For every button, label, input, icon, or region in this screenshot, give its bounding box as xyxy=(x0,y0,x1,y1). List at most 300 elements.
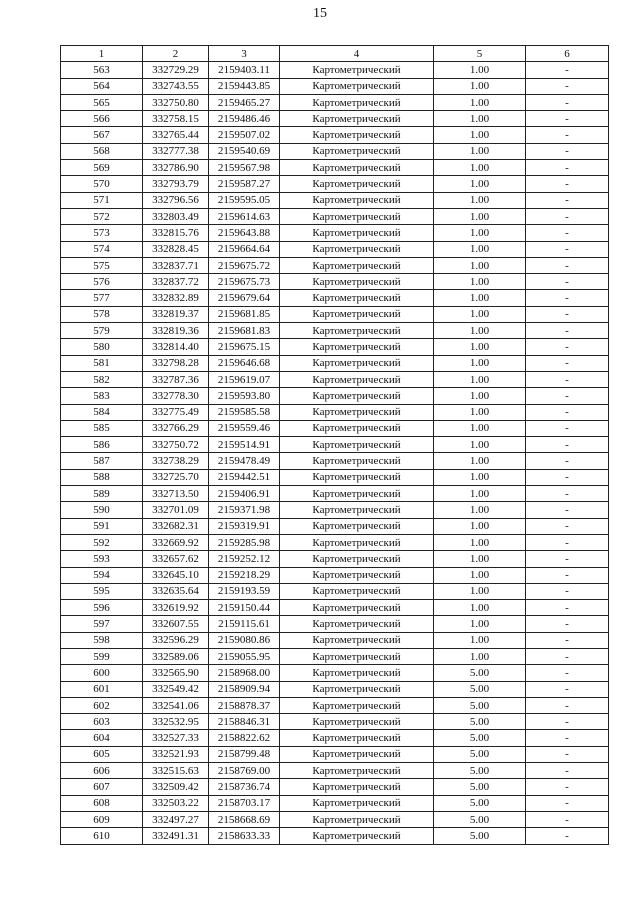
table-cell: 607 xyxy=(61,779,143,795)
table-cell: 332738.29 xyxy=(143,453,209,469)
table-cell: 332497.27 xyxy=(143,811,209,827)
table-cell: 5.00 xyxy=(434,665,526,681)
table-cell: 332645.10 xyxy=(143,567,209,583)
table-cell: 2159675.73 xyxy=(209,274,280,290)
table-cell: Картометрический xyxy=(280,404,434,420)
table-cell: Картометрический xyxy=(280,746,434,762)
table-row xyxy=(61,665,609,681)
table-row xyxy=(61,192,609,208)
table-cell: 2158703.17 xyxy=(209,795,280,811)
table-cell: 332565.90 xyxy=(143,665,209,681)
table-cell: - xyxy=(526,632,609,648)
table-cell: 563 xyxy=(61,62,143,78)
table-cell: 1.00 xyxy=(434,534,526,550)
table-cell: 332532.95 xyxy=(143,714,209,730)
table-cell: 332778.30 xyxy=(143,388,209,404)
table-cell: 1.00 xyxy=(434,453,526,469)
table-cell: Картометрический xyxy=(280,323,434,339)
table-cell: 2159595.05 xyxy=(209,192,280,208)
table-cell: 2159675.15 xyxy=(209,339,280,355)
table-cell: 2159507.02 xyxy=(209,127,280,143)
table-cell: Картометрический xyxy=(280,225,434,241)
table-cell: - xyxy=(526,681,609,697)
table-cell: 5.00 xyxy=(434,828,526,844)
table-cell: Картометрический xyxy=(280,306,434,322)
table-row xyxy=(61,746,609,762)
table-header-row xyxy=(61,46,609,62)
coordinates-table xyxy=(60,45,609,845)
table-cell: 1.00 xyxy=(434,339,526,355)
table-cell: 601 xyxy=(61,681,143,697)
table-cell: 1.00 xyxy=(434,143,526,159)
table-cell: 598 xyxy=(61,632,143,648)
table-cell: 2159585.58 xyxy=(209,404,280,420)
table-cell: 2159403.11 xyxy=(209,62,280,78)
table-cell: - xyxy=(526,176,609,192)
table-cell: 2159559.46 xyxy=(209,420,280,436)
table-cell: 1.00 xyxy=(434,502,526,518)
table-cell: 603 xyxy=(61,714,143,730)
table-cell: 566 xyxy=(61,111,143,127)
table-cell: 332515.63 xyxy=(143,763,209,779)
table-cell: 332521.93 xyxy=(143,746,209,762)
table-cell: Картометрический xyxy=(280,160,434,176)
table-cell: - xyxy=(526,62,609,78)
table-row xyxy=(61,811,609,827)
table-cell: Картометрический xyxy=(280,176,434,192)
table-cell: Картометрический xyxy=(280,127,434,143)
table-cell: 595 xyxy=(61,583,143,599)
table-cell: - xyxy=(526,534,609,550)
table-cell: 1.00 xyxy=(434,62,526,78)
table-cell: Картометрический xyxy=(280,469,434,485)
table-cell: 2159540.69 xyxy=(209,143,280,159)
table-cell: 2158633.33 xyxy=(209,828,280,844)
table-cell: 584 xyxy=(61,404,143,420)
table-cell: 1.00 xyxy=(434,94,526,110)
column-header: 2 xyxy=(143,46,209,62)
table-cell: 597 xyxy=(61,616,143,632)
table-cell: - xyxy=(526,437,609,453)
table-cell: Картометрический xyxy=(280,78,434,94)
table-cell: 2159567.98 xyxy=(209,160,280,176)
table-row xyxy=(61,371,609,387)
table-cell: 5.00 xyxy=(434,714,526,730)
table-cell: 332766.29 xyxy=(143,420,209,436)
table-cell: Картометрический xyxy=(280,779,434,795)
table-cell: - xyxy=(526,274,609,290)
table-cell: - xyxy=(526,730,609,746)
table-cell: 1.00 xyxy=(434,111,526,127)
table-row xyxy=(61,681,609,697)
table-cell: 587 xyxy=(61,453,143,469)
table-cell: - xyxy=(526,665,609,681)
table-cell: 1.00 xyxy=(434,371,526,387)
table-cell: Картометрический xyxy=(280,665,434,681)
table-cell: - xyxy=(526,763,609,779)
table-cell: - xyxy=(526,551,609,567)
table-cell: 332509.42 xyxy=(143,779,209,795)
table-cell: 610 xyxy=(61,828,143,844)
table-cell: Картометрический xyxy=(280,567,434,583)
table-cell: 2159614.63 xyxy=(209,208,280,224)
table-cell: - xyxy=(526,355,609,371)
table-cell: 1.00 xyxy=(434,420,526,436)
table-cell: Картометрический xyxy=(280,388,434,404)
table-cell: 606 xyxy=(61,763,143,779)
table-cell: - xyxy=(526,616,609,632)
table-row xyxy=(61,795,609,811)
table-cell: Картометрический xyxy=(280,62,434,78)
table-cell: 332819.36 xyxy=(143,323,209,339)
table-cell: 578 xyxy=(61,306,143,322)
table-cell: 1.00 xyxy=(434,551,526,567)
table-cell: Картометрический xyxy=(280,730,434,746)
table-cell: 605 xyxy=(61,746,143,762)
table-cell: Картометрический xyxy=(280,274,434,290)
table-cell: 586 xyxy=(61,437,143,453)
table-cell: Картометрический xyxy=(280,828,434,844)
table-cell: - xyxy=(526,192,609,208)
table-cell: 332793.79 xyxy=(143,176,209,192)
table-cell: 2159193.59 xyxy=(209,583,280,599)
table-cell: 5.00 xyxy=(434,730,526,746)
table-row xyxy=(61,600,609,616)
table-cell: Картометрический xyxy=(280,143,434,159)
table-cell: - xyxy=(526,143,609,159)
table-cell: 568 xyxy=(61,143,143,159)
table-row xyxy=(61,583,609,599)
table-cell: Картометрический xyxy=(280,208,434,224)
table-cell: 589 xyxy=(61,486,143,502)
table-cell: 332635.64 xyxy=(143,583,209,599)
table-cell: - xyxy=(526,404,609,420)
table-cell: - xyxy=(526,339,609,355)
table-cell: - xyxy=(526,518,609,534)
table-cell: - xyxy=(526,127,609,143)
table-cell: Картометрический xyxy=(280,257,434,273)
table-cell: 1.00 xyxy=(434,78,526,94)
table-cell: 5.00 xyxy=(434,779,526,795)
table-cell: 592 xyxy=(61,534,143,550)
table-cell: Картометрический xyxy=(280,420,434,436)
table-cell: - xyxy=(526,208,609,224)
table-cell: 2158736.74 xyxy=(209,779,280,795)
table-cell: 332729.29 xyxy=(143,62,209,78)
table-cell: - xyxy=(526,94,609,110)
table-cell: 332743.55 xyxy=(143,78,209,94)
table-cell: 2159619.07 xyxy=(209,371,280,387)
table-cell: 332713.50 xyxy=(143,486,209,502)
table-cell: 594 xyxy=(61,567,143,583)
table-cell: 332786.90 xyxy=(143,160,209,176)
table-cell: 569 xyxy=(61,160,143,176)
table-cell: - xyxy=(526,160,609,176)
table-cell: 1.00 xyxy=(434,160,526,176)
table-cell: - xyxy=(526,453,609,469)
table-cell: - xyxy=(526,746,609,762)
table-cell: Картометрический xyxy=(280,632,434,648)
table-cell: 1.00 xyxy=(434,208,526,224)
table-cell: 608 xyxy=(61,795,143,811)
table-row xyxy=(61,779,609,795)
table-cell: Картометрический xyxy=(280,339,434,355)
table-cell: 332758.15 xyxy=(143,111,209,127)
table-cell: 591 xyxy=(61,518,143,534)
table-row xyxy=(61,697,609,713)
table-cell: 2159218.29 xyxy=(209,567,280,583)
table-cell: 1.00 xyxy=(434,567,526,583)
table-cell: 332796.56 xyxy=(143,192,209,208)
table-cell: 573 xyxy=(61,225,143,241)
table-cell: 332682.31 xyxy=(143,518,209,534)
table-row xyxy=(61,339,609,355)
table-cell: 332819.37 xyxy=(143,306,209,322)
table-cell: Картометрический xyxy=(280,355,434,371)
table-row xyxy=(61,274,609,290)
table-cell: 332607.55 xyxy=(143,616,209,632)
table-cell: 576 xyxy=(61,274,143,290)
table-row xyxy=(61,486,609,502)
table-cell: 1.00 xyxy=(434,388,526,404)
table-row xyxy=(61,648,609,664)
table-cell: 332837.72 xyxy=(143,274,209,290)
table-cell: 2159252.12 xyxy=(209,551,280,567)
table-cell: - xyxy=(526,306,609,322)
table-cell: 2159681.83 xyxy=(209,323,280,339)
table-cell: Картометрический xyxy=(280,290,434,306)
table-row xyxy=(61,502,609,518)
table-cell: Картометрический xyxy=(280,600,434,616)
table-cell: - xyxy=(526,257,609,273)
column-header: 5 xyxy=(434,46,526,62)
table-cell: - xyxy=(526,583,609,599)
table-cell: - xyxy=(526,225,609,241)
table-cell: 1.00 xyxy=(434,241,526,257)
table-cell: 332596.29 xyxy=(143,632,209,648)
table-cell: 1.00 xyxy=(434,648,526,664)
table-cell: 2159681.85 xyxy=(209,306,280,322)
table-cell: 1.00 xyxy=(434,583,526,599)
table-cell: 571 xyxy=(61,192,143,208)
table-cell: 1.00 xyxy=(434,192,526,208)
table-row xyxy=(61,632,609,648)
table-cell: 2159486.46 xyxy=(209,111,280,127)
table-cell: Картометрический xyxy=(280,763,434,779)
table-cell: 332815.76 xyxy=(143,225,209,241)
table-cell: 600 xyxy=(61,665,143,681)
table-cell: - xyxy=(526,323,609,339)
table-cell: 332669.92 xyxy=(143,534,209,550)
table-cell: 332765.44 xyxy=(143,127,209,143)
table-cell: - xyxy=(526,290,609,306)
table-cell: Картометрический xyxy=(280,714,434,730)
table-cell: 2159406.91 xyxy=(209,486,280,502)
table-cell: 1.00 xyxy=(434,518,526,534)
column-header: 3 xyxy=(209,46,280,62)
table-cell: 596 xyxy=(61,600,143,616)
table-cell: - xyxy=(526,388,609,404)
table-cell: 581 xyxy=(61,355,143,371)
table-row xyxy=(61,111,609,127)
table-row xyxy=(61,551,609,567)
table-row xyxy=(61,208,609,224)
table-cell: 2159319.91 xyxy=(209,518,280,534)
table-cell: 332750.72 xyxy=(143,437,209,453)
table-cell: 1.00 xyxy=(434,404,526,420)
table-cell: 5.00 xyxy=(434,697,526,713)
table-cell: 332657.62 xyxy=(143,551,209,567)
table-cell: 2159664.64 xyxy=(209,241,280,257)
table-row xyxy=(61,404,609,420)
table-cell: Картометрический xyxy=(280,583,434,599)
table-cell: 5.00 xyxy=(434,763,526,779)
table-cell: 2159679.64 xyxy=(209,290,280,306)
table-cell: 2158769.00 xyxy=(209,763,280,779)
table-cell: 332787.36 xyxy=(143,371,209,387)
table-row xyxy=(61,469,609,485)
table-cell: 2159643.88 xyxy=(209,225,280,241)
table-cell: 609 xyxy=(61,811,143,827)
table-cell: 1.00 xyxy=(434,600,526,616)
table-cell: 1.00 xyxy=(434,274,526,290)
table-cell: 332549.42 xyxy=(143,681,209,697)
table-cell: - xyxy=(526,111,609,127)
table-cell: Картометрический xyxy=(280,241,434,257)
table-cell: - xyxy=(526,811,609,827)
table-cell: - xyxy=(526,502,609,518)
table-cell: 2158968.00 xyxy=(209,665,280,681)
page-number: 15 xyxy=(313,6,327,21)
table-row xyxy=(61,714,609,730)
table-cell: - xyxy=(526,420,609,436)
table-cell: 582 xyxy=(61,371,143,387)
table-cell: 1.00 xyxy=(434,176,526,192)
table-row xyxy=(61,567,609,583)
table-cell: 5.00 xyxy=(434,811,526,827)
table-cell: Картометрический xyxy=(280,616,434,632)
table-row xyxy=(61,763,609,779)
table-row xyxy=(61,176,609,192)
table-cell: 565 xyxy=(61,94,143,110)
table-cell: - xyxy=(526,828,609,844)
table-cell: Картометрический xyxy=(280,795,434,811)
table-cell: 2158846.31 xyxy=(209,714,280,730)
table-cell: 2159442.51 xyxy=(209,469,280,485)
table-cell: 579 xyxy=(61,323,143,339)
table-cell: Картометрический xyxy=(280,371,434,387)
table-cell: 1.00 xyxy=(434,323,526,339)
table-cell: Картометрический xyxy=(280,648,434,664)
table-cell: Картометрический xyxy=(280,697,434,713)
table-cell: 332814.40 xyxy=(143,339,209,355)
table-cell: Картометрический xyxy=(280,453,434,469)
table-cell: Картометрический xyxy=(280,111,434,127)
table-cell: 2159080.86 xyxy=(209,632,280,648)
table-row xyxy=(61,306,609,322)
table-row xyxy=(61,388,609,404)
table-row xyxy=(61,225,609,241)
table-cell: 572 xyxy=(61,208,143,224)
table-cell: 332541.06 xyxy=(143,697,209,713)
table-cell: Картометрический xyxy=(280,681,434,697)
column-header: 6 xyxy=(526,46,609,62)
table-row xyxy=(61,730,609,746)
table-cell: Картометрический xyxy=(280,94,434,110)
table-cell: 2159443.85 xyxy=(209,78,280,94)
table-cell: 332798.28 xyxy=(143,355,209,371)
table-cell: 2159593.80 xyxy=(209,388,280,404)
table-cell: 583 xyxy=(61,388,143,404)
column-header: 4 xyxy=(280,46,434,62)
table-cell: 590 xyxy=(61,502,143,518)
table-cell: 5.00 xyxy=(434,746,526,762)
table-cell: - xyxy=(526,714,609,730)
table-cell: 2159055.95 xyxy=(209,648,280,664)
table-cell: 2158878.37 xyxy=(209,697,280,713)
table-cell: 1.00 xyxy=(434,306,526,322)
table-cell: 5.00 xyxy=(434,681,526,697)
table-row xyxy=(61,616,609,632)
table-cell: 599 xyxy=(61,648,143,664)
table-cell: 585 xyxy=(61,420,143,436)
table-cell: 564 xyxy=(61,78,143,94)
table-cell: Картометрический xyxy=(280,551,434,567)
table-cell: Картометрический xyxy=(280,518,434,534)
table-cell: Картометрический xyxy=(280,811,434,827)
table-cell: - xyxy=(526,78,609,94)
table-row xyxy=(61,160,609,176)
table-cell: 332527.33 xyxy=(143,730,209,746)
table-row xyxy=(61,127,609,143)
table-cell: Картометрический xyxy=(280,502,434,518)
table-cell: 2159514.91 xyxy=(209,437,280,453)
table-row xyxy=(61,62,609,78)
table-cell: 602 xyxy=(61,697,143,713)
table-cell: 2158822.62 xyxy=(209,730,280,746)
table-cell: - xyxy=(526,648,609,664)
table-cell: 2159646.68 xyxy=(209,355,280,371)
table-cell: - xyxy=(526,779,609,795)
table-row xyxy=(61,437,609,453)
table-cell: 2158799.48 xyxy=(209,746,280,762)
table-cell: 1.00 xyxy=(434,486,526,502)
table-cell: 604 xyxy=(61,730,143,746)
table-cell: 2158668.69 xyxy=(209,811,280,827)
table-cell: 588 xyxy=(61,469,143,485)
table-cell: - xyxy=(526,600,609,616)
table-row xyxy=(61,534,609,550)
table-row xyxy=(61,518,609,534)
table-cell: Картометрический xyxy=(280,192,434,208)
table-cell: - xyxy=(526,567,609,583)
table-cell: 1.00 xyxy=(434,437,526,453)
table-cell: Картометрический xyxy=(280,486,434,502)
table-row xyxy=(61,420,609,436)
table-cell: 593 xyxy=(61,551,143,567)
table-cell: Картометрический xyxy=(280,437,434,453)
table-cell: Картометрический xyxy=(280,534,434,550)
table-cell: 1.00 xyxy=(434,469,526,485)
table-cell: 332503.22 xyxy=(143,795,209,811)
table-row xyxy=(61,257,609,273)
table-cell: 332832.89 xyxy=(143,290,209,306)
table-cell: 575 xyxy=(61,257,143,273)
table-cell: - xyxy=(526,241,609,257)
table-cell: - xyxy=(526,469,609,485)
table-cell: - xyxy=(526,795,609,811)
table-row xyxy=(61,94,609,110)
